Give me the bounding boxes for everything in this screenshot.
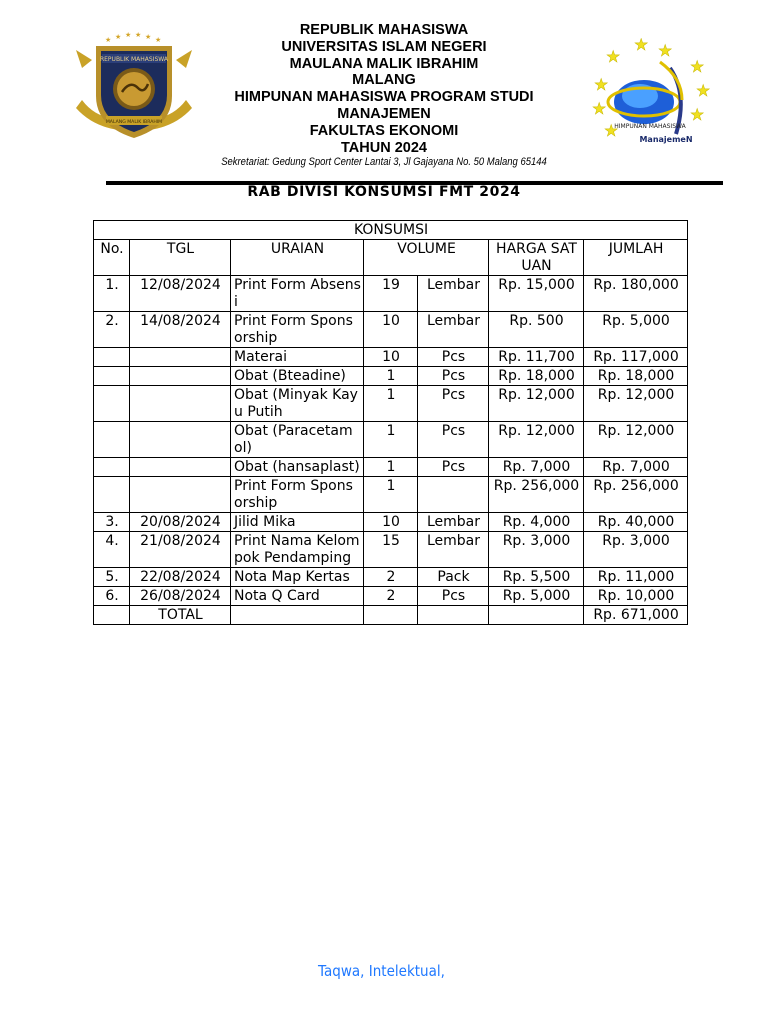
- table-row: [94, 386, 688, 422]
- cell-jumlah: Rp. 18,000: [584, 367, 688, 386]
- cell-tgl: [130, 367, 231, 386]
- table-row: [94, 458, 688, 477]
- cell-tgl: [130, 458, 231, 477]
- total-label: TOTAL: [130, 606, 231, 625]
- cell-jumlah: Rp. 12,000: [584, 422, 688, 458]
- cell-no: [94, 458, 130, 477]
- cell-no: 4.: [94, 532, 130, 568]
- header-line: MAULANA MALIK IBRAHIM: [289, 55, 479, 72]
- svg-text:★: ★: [634, 38, 649, 54]
- table-row: [94, 422, 688, 458]
- logo-left-bottom-text: MALANG MALIK IBRAHIM: [105, 120, 163, 125]
- table-row: [94, 367, 688, 386]
- cell-no: [94, 348, 130, 367]
- cell-harga: Rp. 15,000: [489, 276, 584, 312]
- cell-harga: Rp. 256,000: [489, 477, 584, 513]
- cell-jumlah: Rp. 180,000: [584, 276, 688, 312]
- header-line: MANAJEMEN: [337, 105, 431, 122]
- cell-jumlah: Rp. 5,000: [584, 312, 688, 348]
- secretariat-address: Sekretariat: Gedung Sport Center Lantai 3, Jl Gajayana No. 50 Malang 65144: [221, 156, 547, 168]
- table-row: [94, 532, 688, 568]
- column-header-row: [94, 240, 688, 276]
- svg-text:★: ★: [155, 36, 162, 44]
- total-row: [94, 606, 688, 625]
- total-blank: [364, 606, 418, 625]
- document-title: RAB DIVISI KONSUMSI FMT 2024: [247, 184, 521, 200]
- section-label: KONSUMSI: [94, 221, 688, 240]
- cell-qty: 1: [364, 367, 418, 386]
- cell-uraian: Print Form Sponsorship: [231, 477, 364, 513]
- cell-uraian: Jilid Mika: [231, 513, 364, 532]
- cell-unit: Pack: [418, 568, 489, 587]
- section-header-row: [94, 221, 688, 240]
- cell-jumlah: Rp. 7,000: [584, 458, 688, 477]
- svg-text:★: ★: [594, 75, 609, 94]
- total-blank: [94, 606, 130, 625]
- letterhead-title-block: [190, 22, 578, 156]
- cell-jumlah: Rp. 256,000: [584, 477, 688, 513]
- logo-right-wordmark: ManajemeN: [639, 135, 693, 144]
- table-row: [94, 348, 688, 367]
- table-body: [94, 276, 688, 606]
- cell-qty: 10: [364, 348, 418, 367]
- cell-uraian: Materai: [231, 348, 364, 367]
- total-blank: [418, 606, 489, 625]
- cell-harga: Rp. 5,500: [489, 568, 584, 587]
- header-line: HIMPUNAN MAHASISWA PROGRAM STUDI: [234, 89, 534, 106]
- svg-text:★: ★: [592, 99, 607, 118]
- cell-qty: 2: [364, 568, 418, 587]
- cell-jumlah: Rp. 40,000: [584, 513, 688, 532]
- cell-jumlah: Rp. 12,000: [584, 386, 688, 422]
- header-line: TAHUN 2024: [341, 139, 427, 156]
- svg-text:★: ★: [135, 31, 142, 39]
- table-row: [94, 312, 688, 348]
- cell-tgl: [130, 477, 231, 513]
- logo-right-caption: HIMPUNAN MAHASISWA: [614, 123, 686, 130]
- svg-text:★: ★: [115, 33, 122, 41]
- cell-unit: Pcs: [418, 458, 489, 477]
- footer-motto: Taqwa, Intelektual,: [318, 962, 445, 980]
- cell-unit: Pcs: [418, 348, 489, 367]
- cell-qty: 19: [364, 276, 418, 312]
- cell-tgl: 12/08/2024: [130, 276, 231, 312]
- cell-jumlah: Rp. 3,000: [584, 532, 688, 568]
- cell-qty: 1: [364, 458, 418, 477]
- cell-tgl: [130, 348, 231, 367]
- cell-uraian: Obat (hansaplast): [231, 458, 364, 477]
- cell-harga: Rp. 18,000: [489, 367, 584, 386]
- cell-tgl: 21/08/2024: [130, 532, 231, 568]
- cell-harga: Rp. 4,000: [489, 513, 584, 532]
- table-row: [94, 276, 688, 312]
- svg-text:★: ★: [606, 47, 621, 66]
- cell-no: 3.: [94, 513, 130, 532]
- cell-no: [94, 477, 130, 513]
- cell-uraian: Obat (Bteadine): [231, 367, 364, 386]
- cell-jumlah: Rp. 10,000: [584, 587, 688, 606]
- svg-text:★: ★: [604, 121, 619, 140]
- col-header-no: No.: [94, 240, 130, 276]
- cell-uraian: Print Form Sponsorship: [231, 312, 364, 348]
- cell-no: [94, 367, 130, 386]
- cell-tgl: 22/08/2024: [130, 568, 231, 587]
- budget-table: [93, 220, 688, 625]
- col-header-jumlah: JUMLAH: [584, 240, 688, 276]
- header-line: UNIVERSITAS ISLAM NEGERI: [281, 38, 487, 55]
- svg-text:★: ★: [125, 31, 132, 39]
- header-line: REPUBLIK MAHASISWA: [299, 22, 469, 38]
- table-row: [94, 587, 688, 606]
- cell-unit: Pcs: [418, 386, 489, 422]
- cell-tgl: 20/08/2024: [130, 513, 231, 532]
- cell-tgl: [130, 422, 231, 458]
- header-line: FAKULTAS EKONOMI: [309, 122, 459, 139]
- cell-unit: [418, 477, 489, 513]
- cell-unit: Pcs: [418, 422, 489, 458]
- total-value: Rp. 671,000: [584, 606, 688, 625]
- cell-no: [94, 386, 130, 422]
- total-blank: [231, 606, 364, 625]
- cell-qty: 1: [364, 477, 418, 513]
- cell-jumlah: Rp. 117,000: [584, 348, 688, 367]
- cell-uraian: Nota Q Card: [231, 587, 364, 606]
- svg-text:★: ★: [105, 36, 112, 44]
- col-header-tgl: TGL: [130, 240, 231, 276]
- table-row: [94, 513, 688, 532]
- logo-left-top-text: REPUBLIK MAHASISWA: [99, 56, 169, 63]
- cell-qty: 2: [364, 587, 418, 606]
- cell-jumlah: Rp. 11,000: [584, 568, 688, 587]
- cell-unit: Lembar: [418, 312, 489, 348]
- cell-qty: 10: [364, 312, 418, 348]
- cell-no: 2.: [94, 312, 130, 348]
- cell-unit: Pcs: [418, 587, 489, 606]
- cell-qty: 10: [364, 513, 418, 532]
- svg-text:★: ★: [690, 105, 705, 124]
- cell-tgl: 14/08/2024: [130, 312, 231, 348]
- cell-uraian: Print Form Absensi: [231, 276, 364, 312]
- cell-harga: Rp. 12,000: [489, 422, 584, 458]
- cell-no: 1.: [94, 276, 130, 312]
- cell-tgl: 26/08/2024: [130, 587, 231, 606]
- cell-uraian: Obat (Minyak Kayu Putih: [231, 386, 364, 422]
- cell-tgl: [130, 386, 231, 422]
- cell-no: 5.: [94, 568, 130, 587]
- cell-unit: Lembar: [418, 513, 489, 532]
- cell-no: [94, 422, 130, 458]
- svg-text:★: ★: [690, 57, 705, 76]
- table-row: [94, 568, 688, 587]
- cell-qty: 15: [364, 532, 418, 568]
- cell-harga: Rp. 5,000: [489, 587, 584, 606]
- svg-text:★: ★: [696, 81, 711, 100]
- cell-harga: Rp. 500: [489, 312, 584, 348]
- svg-text:★: ★: [145, 33, 152, 41]
- cell-uraian: Nota Map Kertas: [231, 568, 364, 587]
- cell-harga: Rp. 12,000: [489, 386, 584, 422]
- cell-unit: Pcs: [418, 367, 489, 386]
- header-line: MALANG: [352, 72, 416, 89]
- cell-harga: Rp. 7,000: [489, 458, 584, 477]
- svg-text:★: ★: [658, 41, 673, 60]
- col-header-uraian: URAIAN: [231, 240, 364, 276]
- table-row: [94, 477, 688, 513]
- cell-qty: 1: [364, 386, 418, 422]
- hmj-manajemen-logo: [586, 38, 714, 154]
- cell-uraian: Print Nama Kelompok Pendamping: [231, 532, 364, 568]
- cell-qty: 1: [364, 422, 418, 458]
- cell-unit: Lembar: [418, 276, 489, 312]
- letterhead: [0, 0, 768, 185]
- cell-uraian: Obat (Paracetamol): [231, 422, 364, 458]
- cell-harga: Rp. 11,700: [489, 348, 584, 367]
- cell-no: 6.: [94, 587, 130, 606]
- cell-harga: Rp. 3,000: [489, 532, 584, 568]
- cell-unit: Lembar: [418, 532, 489, 568]
- col-header-volume: VOLUME: [364, 240, 489, 276]
- col-header-harga: HARGA SATUAN: [489, 240, 584, 276]
- republik-mahasiswa-logo: [72, 30, 196, 146]
- total-blank: [489, 606, 584, 625]
